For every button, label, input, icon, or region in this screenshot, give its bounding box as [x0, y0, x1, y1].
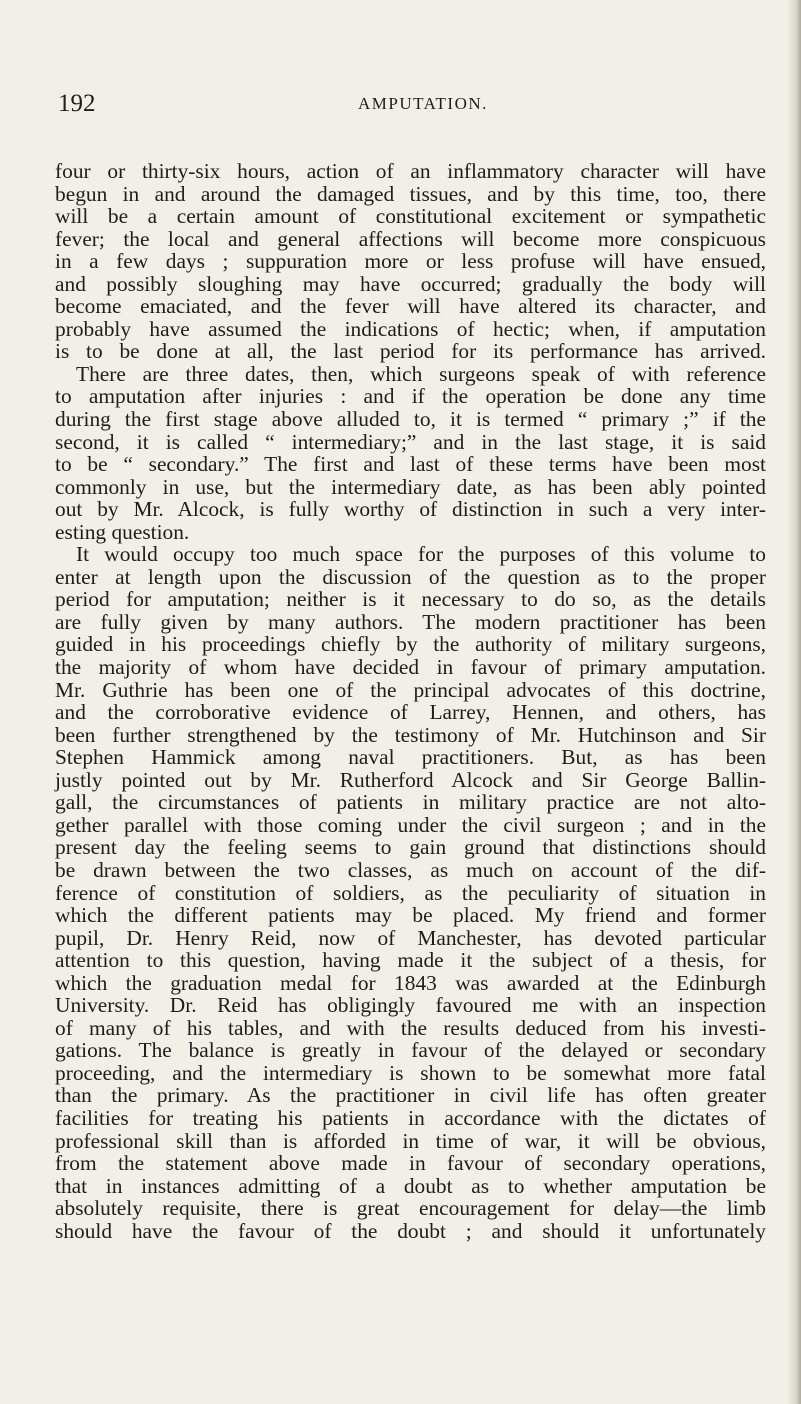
text-line: which the different patients may be placed. My friend and former: [55, 903, 766, 928]
text-line: justly pointed out by Mr. Rutherford Alcock and Sir George Ballin-: [55, 767, 766, 792]
text-line: proceeding, and the intermediary is shown to be somewhat more fatal: [55, 1060, 766, 1085]
text-line: guided in his proceedings chiefly by the authority of military surgeons,: [55, 632, 766, 657]
text-line: Stephen Hammick among naval practitioners. But, as has been: [55, 745, 766, 770]
text-line: facilities for treating his patients in accordance with the dictates of: [55, 1105, 766, 1130]
text-line: to be “ secondary.” The first and last of these terms have been most: [55, 452, 766, 477]
text-line: gall, the circumstances of patients in military practice are not alto-: [55, 790, 766, 815]
running-title: AMPUTATION.: [358, 94, 488, 113]
text-line: than the primary. As the practitioner in civil life has often greater: [55, 1083, 766, 1108]
text-line: and possibly sloughing may have occurred; gradually the body will: [55, 271, 766, 296]
text-line: professional skill than is afforded in time of war, it will be obvious,: [55, 1128, 766, 1153]
page-edge-shadow: [787, 0, 801, 1404]
text-line: of many of his tables, and with the results deduced from his investi-: [55, 1015, 766, 1040]
text-line: probably have assumed the indications of hectic; when, if amputation: [55, 316, 766, 341]
text-line: the majority of whom have decided in favour of primary amputation.: [55, 655, 766, 680]
text-line: are fully given by many authors. The modern practitioner has been: [55, 609, 766, 634]
text-line: pupil, Dr. Henry Reid, now of Manchester, has devoted particular: [55, 925, 766, 950]
text-line: that in instances admitting of a doubt as to whether amputation be: [55, 1173, 766, 1198]
text-line: ference of constitution of soldiers, as the peculiarity of situation in: [55, 880, 766, 905]
text-line: second, it is called “ intermediary;” and in the last stage, it is said: [55, 429, 766, 454]
text-line: University. Dr. Reid has obligingly favoured me with an inspection: [55, 993, 766, 1018]
text-line: gether parallel with those coming under the civil surgeon ; and in the: [55, 812, 766, 837]
text-line: to amputation after injuries : and if the operation be done any time: [55, 384, 766, 409]
text-line: fever; the local and general affections will become more conspicuous: [55, 226, 766, 251]
text-line: be drawn between the two classes, as much on account of the dif-: [55, 857, 766, 882]
text-line: period for amputation; neither is it necessary to do so, as the details: [55, 587, 766, 612]
text-line: during the first stage above alluded to, it is termed “ primary ;” if the: [55, 407, 766, 432]
running-head: [58, 89, 758, 119]
text-line: absolutely requisite, there is great encouragement for delay—the limb: [55, 1196, 766, 1221]
text-line: from the statement above made in favour of secondary operations,: [55, 1151, 766, 1176]
body-text: [55, 160, 766, 1242]
paragraph-start-line: There are three dates, then, which surgeons speak of with reference: [76, 361, 766, 386]
text-line: in a few days ; suppuration more or less profuse will have ensued,: [55, 249, 766, 274]
text-line: been further strengthened by the testimony of Mr. Hutchinson and Sir: [55, 722, 766, 747]
text-line: enter at length upon the discussion of the question as to the proper: [55, 564, 766, 589]
text-line: Mr. Guthrie has been one of the principal advocates of this doctrine,: [55, 677, 766, 702]
paragraph-start-line: It would occupy too much space for the purposes of this volume to: [76, 542, 766, 567]
text-line: gations. The balance is greatly in favour of the delayed or secondary: [55, 1038, 766, 1063]
text-line: is to be done at all, the last period for its performance has arrived.: [55, 339, 766, 364]
text-line: commonly in use, but the intermediary date, as has been ably pointed: [55, 474, 766, 499]
text-line: out by Mr. Alcock, is fully worthy of distinction in such a very inter-: [55, 497, 766, 522]
text-line: will be a certain amount of constitutional excitement or sympathetic: [55, 204, 766, 229]
text-line: which the graduation medal for 1843 was awarded at the Edinburgh: [55, 970, 766, 995]
text-line: four or thirty-six hours, action of an inflammatory character will have: [55, 159, 766, 183]
paragraph-end-line: esting question.: [55, 519, 190, 544]
text-line: present day the feeling seems to gain ground that distinctions should: [55, 835, 766, 860]
text-line: attention to this question, having made it the subject of a thesis, for: [55, 948, 766, 973]
text-line: begun in and around the damaged tissues, and by this time, too, there: [55, 181, 766, 206]
text-line: and the corroborative evidence of Larrey, Hennen, and others, has: [55, 700, 766, 725]
text-line: become emaciated, and the fever will have altered its character, and: [55, 294, 766, 319]
page-number: 192: [58, 90, 96, 117]
text-line: should have the favour of the doubt ; and should it unfortunately: [55, 1218, 766, 1243]
